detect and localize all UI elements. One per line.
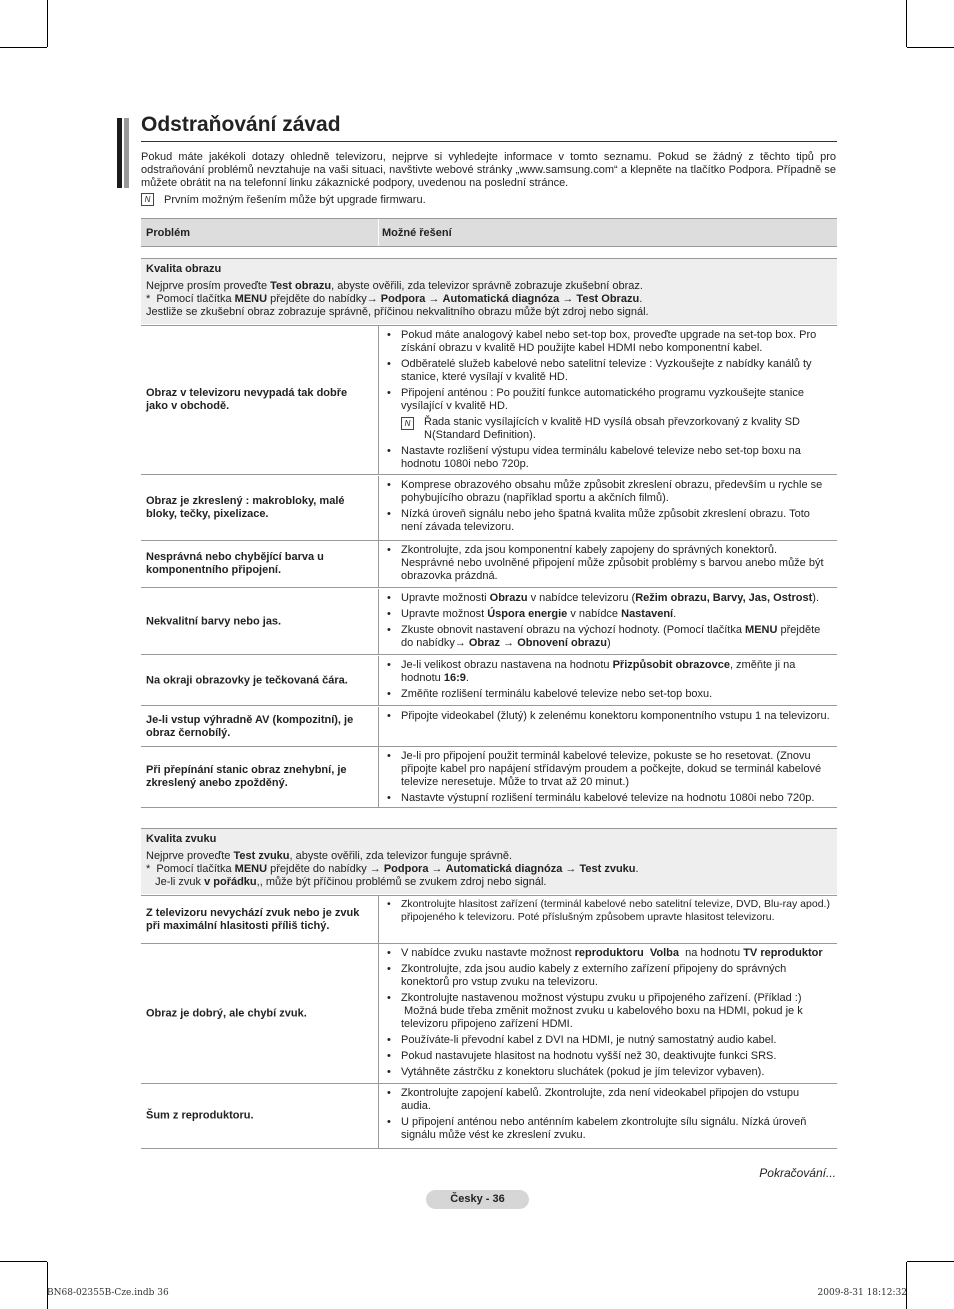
table-row xyxy=(141,656,837,706)
solution-note: N Řada stanic vysílajících v kvalitě HD vysílá obsah převzorkovaný z kvality SD N(Standard Definition). xyxy=(387,416,832,442)
table-row xyxy=(141,476,837,541)
solution-item: • Upravte možnost Úspora energie v nabídce Nastavení. xyxy=(387,608,832,621)
section-line: * Pomocí tlačítka MENU přejděte do nabídky→ Podpora → Automatická diagnóza → Test Obrazu. xyxy=(146,293,643,305)
solution-item: • Připojte videokabel (žlutý) k zelenému konektoru komponentního vstupu 1 na televizoru. xyxy=(387,710,832,723)
section-line: Jestliže se zkušební obraz zobrazuje správně, příčinou nekvalitního obrazu může být zdroj nebo signál. xyxy=(146,306,649,318)
table-row xyxy=(141,1084,837,1149)
title-bar-light xyxy=(124,118,129,188)
table-header xyxy=(141,218,837,247)
continued-label: Pokračování... xyxy=(759,1166,836,1180)
header-problem: Problém xyxy=(146,227,191,239)
solution-list xyxy=(387,329,832,474)
problem-cell: Při přepínání stanic obraz znehybní, je zkreslený anebo zpožděný. xyxy=(146,764,347,789)
section-line: Je-li zvuk v pořádku,, může být příčinou problémů se zvukem zdroj nebo signál. xyxy=(146,876,547,888)
table-row xyxy=(141,589,837,655)
crop-mark xyxy=(907,1261,954,1262)
section-line: * Pomocí tlačítka MENU přejděte do nabídky → Podpora → Automatická diagnóza → Test zvuku. xyxy=(146,863,639,875)
problem-cell: Šum z reproduktoru. xyxy=(146,1109,254,1122)
problem-cell: Nesprávná nebo chybějící barva u komponentního připojení. xyxy=(146,551,324,576)
section-title: Kvalita zvuku xyxy=(146,833,217,845)
problem-cell: Obraz v televizoru nevypadá tak dobře jako v obchodě. xyxy=(146,387,348,412)
crop-mark xyxy=(0,1261,47,1262)
table-row xyxy=(141,944,837,1084)
solution-list xyxy=(387,659,832,704)
note-text: Prvním možným řešením může být upgrade firmwaru. xyxy=(164,193,426,206)
solution-item: • Nízká úroveň signálu nebo jeho špatná kvalita může způsobit zkreslení obrazu. Toto není závada televizoru. xyxy=(387,508,832,534)
crop-mark xyxy=(47,1262,48,1309)
solution-item: • Změňte rozlišení terminálu kabelové televize nebo set-top boxu. xyxy=(387,688,832,701)
section-line: Nejprve prosím proveďte Test obrazu, abyste ověřili, zda televizor správně zobrazuje zkušební obraz. xyxy=(146,280,643,292)
solution-item: • Vytáhněte zástrčku z konektoru sluchátek (pokud je jím televizor vybaven). xyxy=(387,1066,832,1079)
solution-item: • Nastavte rozlišení výstupu videa terminálu kabelové televize nebo set-top boxu na hodnotu 1080i nebo 720p. xyxy=(387,445,832,471)
section-title: Kvalita obrazu xyxy=(146,263,222,275)
problem-cell: Obraz je dobrý, ale chybí zvuk. xyxy=(146,1007,307,1019)
table-row xyxy=(141,541,837,588)
problem-cell: Nekvalitní barvy nebo jas. xyxy=(146,615,282,627)
header-solution: Možné řešení xyxy=(382,227,452,239)
table-row xyxy=(141,747,837,808)
sound-section xyxy=(141,828,837,894)
solution-item: • Upravte možnosti Obrazu v nabídce televizoru (Režim obrazu, Barvy, Jas, Ostrost). xyxy=(387,592,832,605)
solution-item: • Nastavte výstupní rozlišení terminálu kabelové televize na hodnotu 1080i nebo 720p. xyxy=(387,792,832,805)
solution-list xyxy=(387,947,832,1082)
solution-list xyxy=(387,750,832,808)
solution-item: • V nabídce zvuku nastavte možnost reproduktoru Volba na hodnotu TV reproduktor xyxy=(387,947,832,960)
problem-cell: Je-li vstup výhradně AV (kompozitní), je obraz černobílý. xyxy=(146,713,354,739)
crop-mark xyxy=(0,47,47,48)
solution-list xyxy=(387,710,832,726)
page-title: Odstraňování závad xyxy=(141,113,341,136)
crop-mark xyxy=(907,47,954,48)
picture-section xyxy=(141,258,837,324)
solution-list xyxy=(387,479,832,537)
solution-item: • Zkontrolujte nastavenou možnost výstupu zvuku u připojeného zařízení. (Příklad :) Možná bude třeba změnit možnost zvuku u kabelového boxu na HDMI, pokud je k televizoru připojeno zařízení HDMI. xyxy=(387,992,832,1031)
footer-file: BN68-02355B-Cze.indb 36 xyxy=(47,1288,169,1298)
solution-item: • Zkontrolujte, zda jsou audio kabely z externího zařízení připojeny do správných konektorů pro vstup zvuku na televizoru. xyxy=(387,963,832,989)
crop-mark xyxy=(47,0,48,47)
title-rule xyxy=(141,141,837,142)
solution-item: • Připojení anténou : Po použití funkce automatického programu vyzkoušejte stanice vysílající v kvalitě HD. xyxy=(387,387,832,413)
solution-item: • Používáte-li převodní kabel z DVI na HDMI, je nutný samostatný audio kabel. xyxy=(387,1034,832,1047)
solution-list xyxy=(387,544,832,586)
problem-cell: Z televizoru nevychází zvuk nebo je zvuk při maximální hlasitosti příliš tichý. xyxy=(146,906,360,932)
problem-cell: Na okraji obrazovky je tečkovaná čára. xyxy=(146,674,348,686)
intro-text: Pokud máte jakékoli dotazy ohledně televizoru, nejprve si vyhledejte informace v tomto seznamu. Pokud se žádný z těchto tipů pro odstraňování problémů nevztahuje na vaši situaci, navštivte webové stránky „www.samsung.com“ a klepněte na tlačítko Podpora. Případně se můžete obrátit na na telefonní linku zákaznické podpory, uvedenou na poslední stránce. xyxy=(141,151,836,189)
crop-mark xyxy=(906,1262,907,1309)
table-row xyxy=(141,325,837,475)
note-icon: N xyxy=(401,417,414,430)
solution-item: • Zkontrolujte, zda jsou komponentní kabely zapojeny do správných konektorů. Nesprávné nebo uvolněné připojení může způsobit problémy s barvou anebo může být obrazovka prázdná. xyxy=(387,544,832,583)
solution-item: • Odběratelé služeb kabelové nebo satelitní televize : Vyzkoušejte z nabídky kanálů ty stanice, které vysílají v kvalitě HD. xyxy=(387,358,832,384)
solution-list xyxy=(387,592,832,653)
footer-date: 2009-8-31 18:12:32 xyxy=(817,1288,907,1298)
table-row xyxy=(141,895,837,944)
solution-list xyxy=(387,898,832,927)
solution-item: • Zkontrolujte hlasitost zařízení (terminál kabelové nebo satelitní televize, DVD, Blu-ray apod.) připojeného k televizoru. Poté příslušným způsobem upravte hlasitost televizoru. xyxy=(387,898,832,924)
section-line: Nejprve proveďte Test zvuku, abyste ověřili, zda televizor funguje správně. xyxy=(146,850,513,862)
solution-list xyxy=(387,1087,832,1145)
solution-item: • Je-li velikost obrazu nastavena na hodnotu Přizpůsobit obrazovce, změňte ji na hodnotu 16:9. xyxy=(387,659,832,685)
solution-item: • Je-li pro připojení použit terminál kabelové televize, pokuste se ho resetovat. (Znovu připojte kabel pro napájení střídavým proudem a počkejte, dokud se terminál kabelové televize neresetuje. Může to trvat až 20 minut.) xyxy=(387,750,832,789)
note-icon: N xyxy=(141,193,154,206)
solution-item: • Pokud máte analogový kabel nebo set-top box, proveďte upgrade na set-top box. Pro získání obrazu v kvalitě HD použijte kabel HDMI nebo komponentní kabel. xyxy=(387,329,832,355)
solution-item: • Zkuste obnovit nastavení obrazu na výchozí hodnoty. (Pomocí tlačítka MENU přejděte do nabídky→ Obraz → Obnovení obrazu) xyxy=(387,624,832,650)
firmware-note xyxy=(141,193,426,206)
solution-item: • Pokud nastavujete hlasitost na hodnotu vyšší než 30, deaktivujte funkci SRS. xyxy=(387,1050,832,1063)
solution-item: • U připojení anténou nebo anténním kabelem zkontrolujte sílu signálu. Nízká úroveň signálu může vést ke zkreslení zvuku. xyxy=(387,1116,832,1142)
solution-item: • Zkontrolujte zapojení kabelů. Zkontrolujte, zda není videokabel připojen do vstupu audia. xyxy=(387,1087,832,1113)
problem-cell: Obraz je zkreslený : makrobloky, malé bloky, tečky, pixelizace. xyxy=(146,495,345,520)
title-bar-dark xyxy=(117,118,122,188)
table-row xyxy=(141,707,837,747)
page-number-badge: Česky - 36 xyxy=(426,1190,529,1209)
solution-item: • Komprese obrazového obsahu může způsobit zkreslení obrazu, především u rychle se pohybujícího obrazu (například sportu a akčních filmů). xyxy=(387,479,832,505)
crop-mark xyxy=(906,0,907,47)
